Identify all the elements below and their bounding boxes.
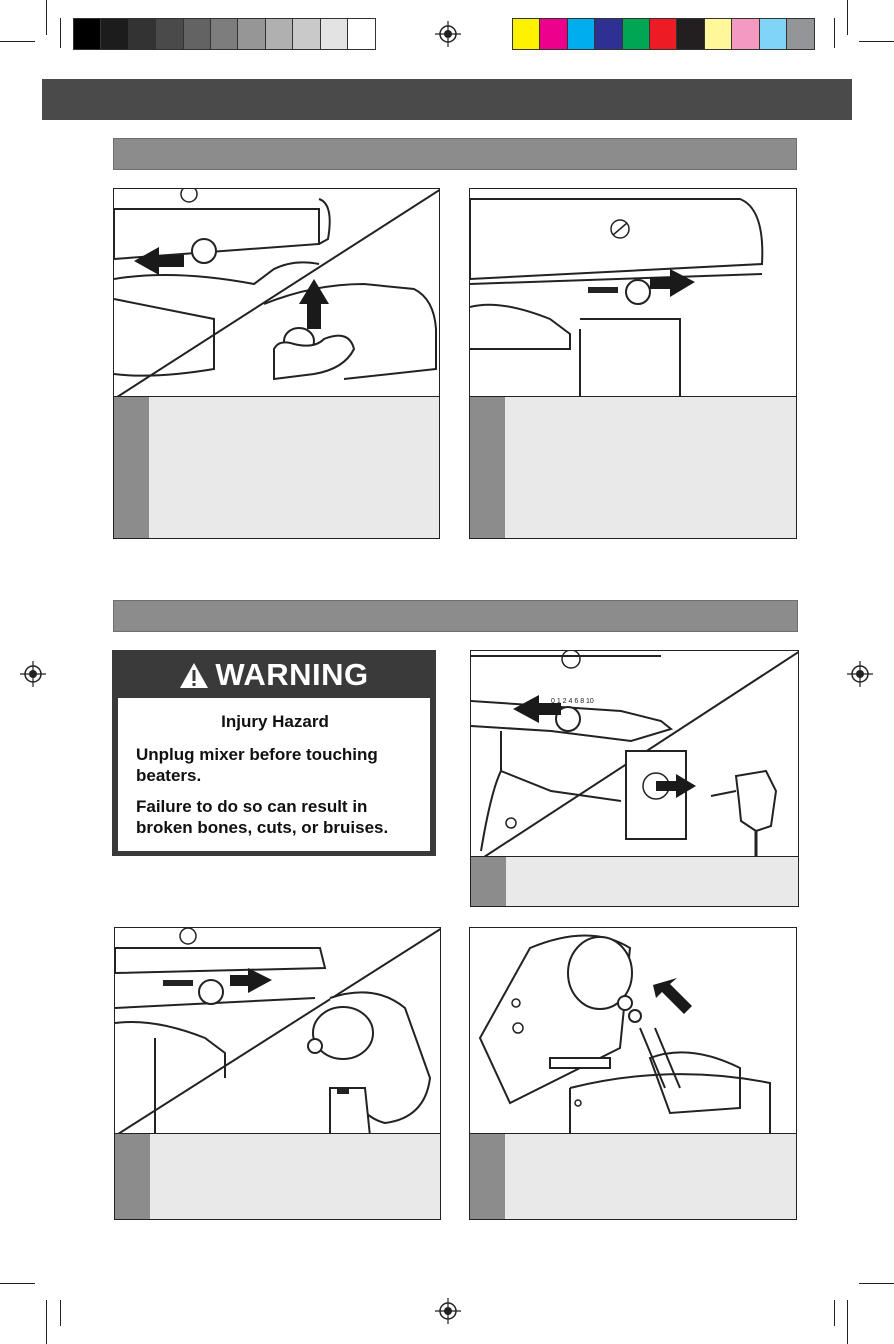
step-number-block [115,1134,150,1219]
color-swatch [101,19,128,49]
mixer-illustration [471,651,799,858]
warning-body [118,698,430,851]
crop-mark [46,0,47,35]
color-swatch [266,19,293,49]
warning-hazard: Injury Hazard [221,712,329,731]
mixer-illustration [114,189,440,398]
crop-mark [834,18,835,48]
color-swatch [732,19,759,49]
warning-box [112,650,436,856]
illustration-panel-step-4 [114,927,441,1135]
step-caption [469,396,797,539]
warning-triangle-icon [179,662,209,689]
color-swatch [760,19,787,49]
arrow-icon [653,978,692,1014]
step-number-block [470,1134,505,1219]
color-swatch [705,19,732,49]
registration-mark-icon [435,21,461,47]
color-swatch [513,19,540,49]
color-swatch [184,19,211,49]
color-swatch [129,19,156,49]
color-swatch-strip [512,18,815,50]
mixer-illustration [470,189,797,398]
registration-mark-icon [435,1298,461,1324]
warning-line-2: Failure to do so can result in broken bones, cuts, or bruises. [136,797,389,837]
crop-mark [847,0,848,35]
color-swatch [348,19,375,49]
illustration-panel-step-2 [469,188,797,398]
color-swatch [293,19,320,49]
color-swatch [74,19,101,49]
color-swatch [540,19,567,49]
color-swatch [238,19,265,49]
step-caption [469,1133,797,1220]
arrow-icon [650,269,695,297]
warning-line-1: Unplug mixer before touching beaters. [136,745,378,785]
crop-mark [0,1283,35,1284]
step-caption [470,856,799,907]
section-header-bar [113,138,797,170]
color-swatch [321,19,348,49]
crop-mark [46,1300,47,1344]
illustration-panel-step-1 [113,188,440,398]
crop-mark [0,41,35,42]
arrow-icon [230,968,272,993]
color-swatch [677,19,704,49]
crop-mark [859,1283,894,1284]
registration-mark-icon [20,661,46,687]
registration-mark-icon [847,661,873,687]
section-header-bar [113,600,798,632]
mixer-illustration [470,928,797,1135]
svg-text:0 1 2 4 6 8 10: 0 1 2 4 6 8 10 [551,698,594,705]
color-swatch [156,19,183,49]
color-swatch [650,19,677,49]
mixer-illustration [115,928,441,1135]
crop-mark [60,1300,61,1326]
step-caption [113,396,440,539]
step-caption [114,1133,441,1220]
page-title-bar [42,79,852,120]
color-swatch [595,19,622,49]
warning-heading [112,650,436,700]
color-swatch [211,19,238,49]
color-swatch [623,19,650,49]
crop-mark [60,18,61,48]
color-swatch [787,19,814,49]
illustration-panel-step-3 [470,650,799,858]
illustration-panel-step-5 [469,927,797,1135]
step-number-block [471,857,506,906]
crop-mark [859,41,894,42]
step-number-block [114,397,149,538]
grayscale-swatch-strip [73,18,376,50]
warning-heading-text: WARNING [215,657,369,692]
crop-mark [834,1300,835,1326]
crop-mark [847,1300,848,1344]
step-number-block [470,397,505,538]
color-swatch [568,19,595,49]
